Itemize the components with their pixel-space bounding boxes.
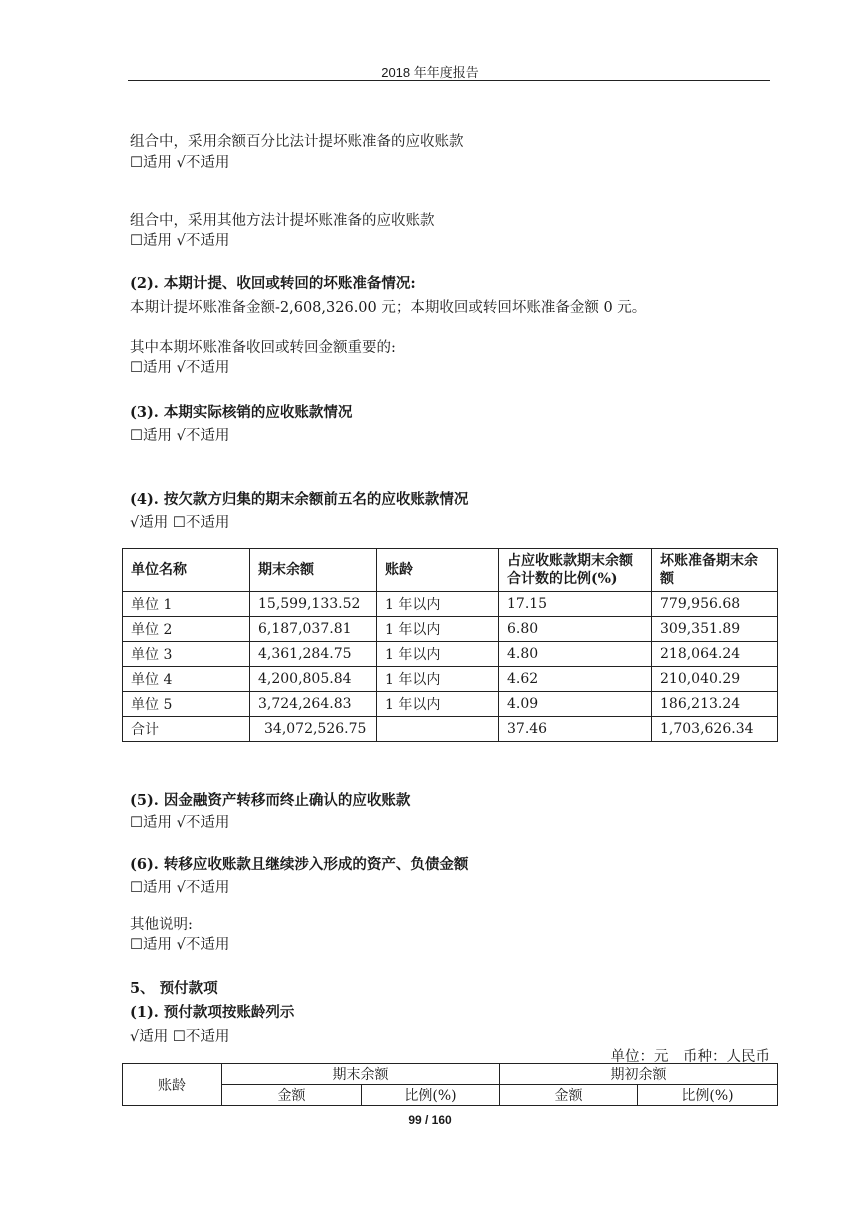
table-header-row bbox=[123, 1064, 778, 1085]
section-title: 组合中，采用其他方法计提坏账准备的应收账款 bbox=[130, 213, 435, 229]
applicability-options: ☐适用 √不适用 bbox=[130, 233, 230, 249]
table-cell bbox=[377, 717, 499, 742]
table-cell: 4.09 bbox=[499, 692, 652, 717]
section-heading: 5、 预付款项 bbox=[130, 980, 218, 997]
prepayment-aging-table bbox=[122, 1063, 778, 1106]
table-row bbox=[123, 642, 778, 667]
section-heading: (4). 按欠款方归集的期末余额前五名的应收账款情况 bbox=[130, 491, 469, 508]
page-number: 99 / 160 bbox=[408, 1113, 452, 1127]
header-rule bbox=[128, 80, 770, 81]
table-cell: 4.80 bbox=[499, 642, 652, 667]
table-cell: 186,213.24 bbox=[652, 692, 778, 717]
table-cell: 4.62 bbox=[499, 667, 652, 692]
table-cell: 6.80 bbox=[499, 617, 652, 642]
table-cell: 3,724,264.83 bbox=[250, 692, 377, 717]
table-header-cell: 金额 bbox=[500, 1085, 638, 1106]
page-header-title: 2018 年年度报告 bbox=[381, 65, 479, 80]
table-row bbox=[123, 592, 778, 617]
table-cell: 309,351.89 bbox=[652, 617, 778, 642]
table-cell: 17.15 bbox=[499, 592, 652, 617]
table-header-cell: 期初余额 bbox=[500, 1064, 778, 1085]
section-title: 组合中，采用余额百分比法计提坏账准备的应收账款 bbox=[130, 134, 464, 150]
applicability-options: ☐适用 √不适用 bbox=[130, 155, 230, 171]
applicability-options: ☐适用 √不适用 bbox=[130, 815, 230, 831]
applicability-options: ☐适用 √不适用 bbox=[130, 937, 230, 953]
table-cell: 单位 2 bbox=[123, 617, 250, 642]
table-cell: 6,187,037.81 bbox=[250, 617, 377, 642]
table-cell: 1 年以内 bbox=[377, 592, 499, 617]
table-cell: 4,361,284.75 bbox=[250, 642, 377, 667]
table-cell: 合计 bbox=[123, 717, 250, 742]
table-cell: 210,040.29 bbox=[652, 667, 778, 692]
section-heading: (3). 本期实际核销的应收账款情况 bbox=[130, 404, 353, 421]
table-cell: 34,072,526.75 bbox=[250, 717, 377, 742]
applicability-options: ☐适用 √不适用 bbox=[130, 880, 230, 896]
section-heading: (5). 因金融资产转移而终止确认的应收账款 bbox=[130, 792, 411, 809]
table-header-cell: 期末余额 bbox=[250, 549, 377, 592]
table-header-cell: 坏账准备期末余额 bbox=[652, 549, 778, 592]
section-heading: (2). 本期计提、收回或转回的坏账准备情况: bbox=[130, 275, 416, 292]
table-header-cell: 比例(%) bbox=[638, 1085, 778, 1106]
bad-debt-provision-text: 本期计提坏账准备金额-2,608,326.00 元；本期收回或转回坏账准备金额 0 元。 bbox=[130, 300, 647, 316]
table-cell: 单位 5 bbox=[123, 692, 250, 717]
table-header-cell: 比例(%) bbox=[362, 1085, 500, 1106]
table-total-row bbox=[123, 717, 778, 742]
table-cell: 218,064.24 bbox=[652, 642, 778, 667]
table-row bbox=[123, 667, 778, 692]
table-cell: 37.46 bbox=[499, 717, 652, 742]
top5-receivables-table bbox=[122, 548, 778, 742]
applicability-options: √适用 ☐不适用 bbox=[130, 515, 230, 531]
table-header-cell: 占应收账款期末余额合计数的比例(%) bbox=[499, 549, 652, 592]
table-row bbox=[123, 617, 778, 642]
table-header-cell: 账龄 bbox=[377, 549, 499, 592]
table-header-cell: 金额 bbox=[222, 1085, 362, 1106]
table-header-cell: 单位名称 bbox=[123, 549, 250, 592]
applicability-options: ☐适用 √不适用 bbox=[130, 360, 230, 376]
section-heading: (1). 预付款项按账龄列示 bbox=[130, 1004, 295, 1021]
applicability-options: ☐适用 √不适用 bbox=[130, 428, 230, 444]
table-cell: 1 年以内 bbox=[377, 642, 499, 667]
table-header-row bbox=[123, 549, 778, 592]
table-cell: 单位 4 bbox=[123, 667, 250, 692]
table-cell: 4,200,805.84 bbox=[250, 667, 377, 692]
applicability-options: √适用 ☐不适用 bbox=[130, 1029, 230, 1045]
table-cell: 1 年以内 bbox=[377, 617, 499, 642]
section-title: 其中本期坏账准备收回或转回金额重要的: bbox=[130, 340, 396, 356]
table-cell: 单位 3 bbox=[123, 642, 250, 667]
table-cell: 1 年以内 bbox=[377, 692, 499, 717]
table-cell: 1 年以内 bbox=[377, 667, 499, 692]
table-header-cell: 账龄 bbox=[123, 1064, 222, 1106]
section-heading: (6). 转移应收账款且继续涉入形成的资产、负债金额 bbox=[130, 856, 469, 873]
unit-currency-note: 单位：元 币种：人民币 bbox=[610, 1049, 770, 1065]
table-header-cell: 期末余额 bbox=[222, 1064, 500, 1085]
table-row bbox=[123, 692, 778, 717]
table-cell: 779,956.68 bbox=[652, 592, 778, 617]
table-cell: 单位 1 bbox=[123, 592, 250, 617]
table-header-row bbox=[123, 1085, 778, 1106]
table-cell: 15,599,133.52 bbox=[250, 592, 377, 617]
table-cell: 1,703,626.34 bbox=[652, 717, 778, 742]
section-title: 其他说明: bbox=[130, 917, 193, 933]
